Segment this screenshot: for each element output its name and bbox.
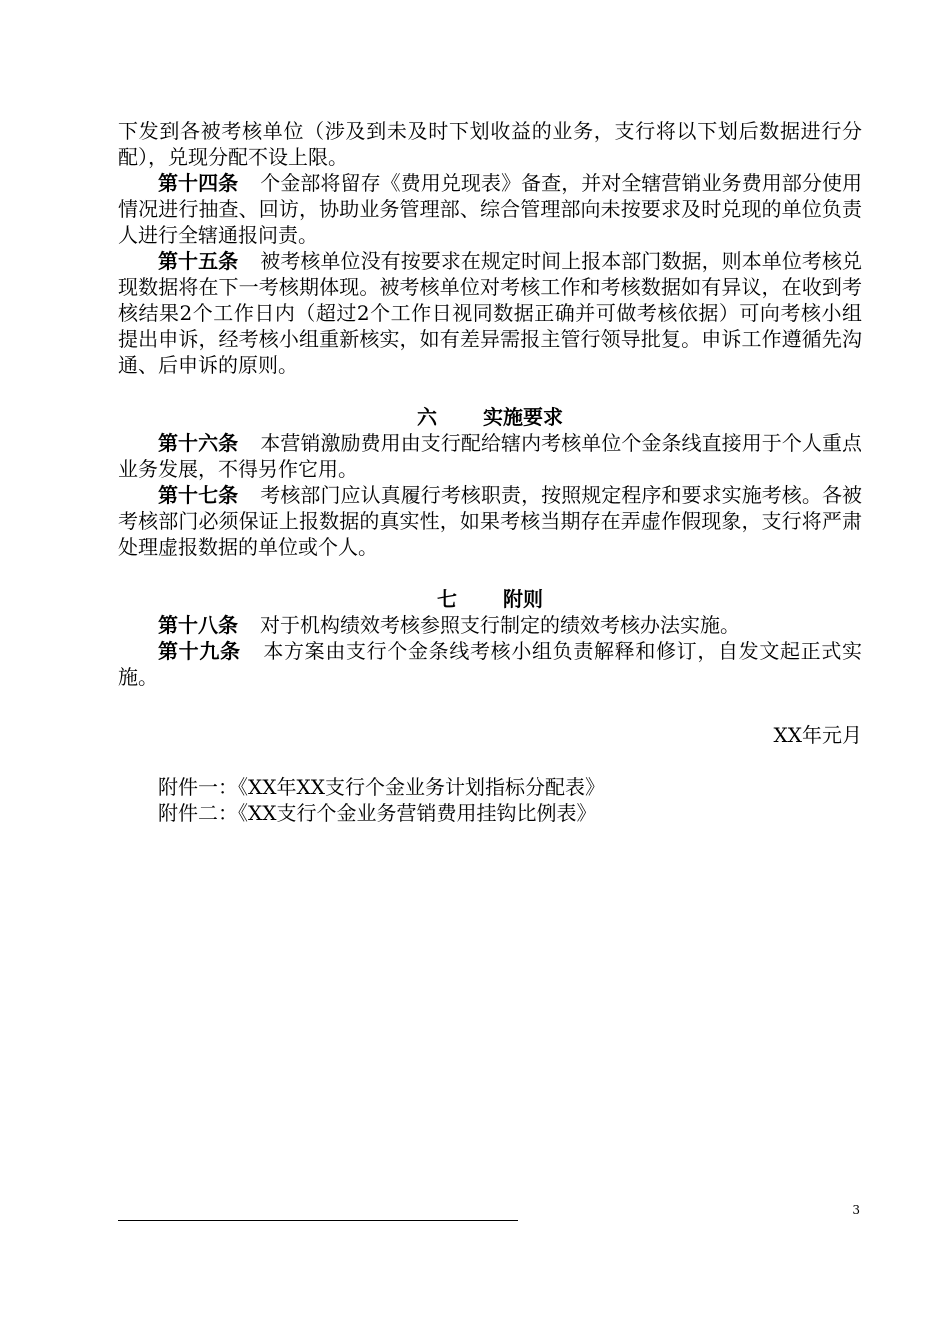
section-6-number: 六 — [417, 405, 437, 429]
article-14-text: 个金部将留存《费用兑现表》备查，并对全辖营销业务费用部分使用情况进行抽查、回访，协助业务管理部、综合管理部向未按要求及时兑现的单位负责人进行全辖通报问责。 — [118, 171, 863, 247]
article-15-text: 被考核单位没有按要求在规定时间上报本部门数据，则本单位考核兑现数据将在下一考核期体现。被考核单位对考核工作和考核数据如有异议，在收到考核结果2个工作日内（超过2个工作日视同数据正确并可做考核依据）可向考核小组提出申诉，经考核小组重新核实，如有差异需报主管行领导批复。申诉工作遵循先沟通、后申诉的原则。 — [118, 249, 863, 377]
article-16-text: 本营销激励费用由支行配给辖内考核单位个金条线直接用于个人重点业务发展，不得另作它用。 — [118, 431, 863, 481]
article-15 — [118, 248, 862, 378]
article-16 — [118, 430, 862, 482]
article-17-label: 第十七条 — [158, 483, 239, 507]
article-19 — [118, 638, 862, 690]
page-number: 3 — [852, 1203, 860, 1217]
section-7-title: 附则 — [503, 587, 543, 611]
article-15-label: 第十五条 — [158, 249, 239, 273]
article-18 — [118, 612, 862, 638]
article-16-label: 第十六条 — [158, 431, 239, 455]
footnote-separator — [118, 1220, 518, 1221]
document-page — [118, 118, 862, 826]
attachment-2: 附件二：《XX支行个金业务营销费用挂钩比例表》 — [158, 801, 597, 825]
document-date: XX年元月 — [773, 723, 862, 747]
article-18-text: 对于机构绩效考核参照支行制定的绩效考核办法实施。 — [260, 613, 740, 637]
article-19-text: 本方案由支行个金条线考核小组负责解释和修订，自发文起正式实施。 — [118, 639, 863, 689]
article-18-label: 第十八条 — [158, 613, 238, 637]
article-17-text: 考核部门应认真履行考核职责，按照规定程序和要求实施考核。各被考核部门必须保证上报数据的真实性，如果考核当期存在弄虚作假现象，支行将严肃处理虚报数据的单位或个人。 — [118, 483, 863, 559]
continuation-paragraph: 下发到各被考核单位（涉及到未及时下划收益的业务，支行将以下划后数据进行分配），兑现分配不设上限。 — [118, 119, 862, 169]
section-6-title: 实施要求 — [483, 405, 563, 429]
article-14 — [118, 170, 862, 248]
section-7-heading — [118, 586, 862, 612]
attachment-1: 附件一：《XX年XX支行个金业务计划指标分配表》 — [158, 775, 605, 799]
section-7-number: 七 — [437, 587, 457, 611]
article-14-label: 第十四条 — [158, 171, 239, 195]
attachment-list — [118, 774, 862, 826]
article-17 — [118, 482, 862, 560]
section-6-heading — [118, 404, 862, 430]
article-19-label: 第十九条 — [158, 639, 241, 663]
